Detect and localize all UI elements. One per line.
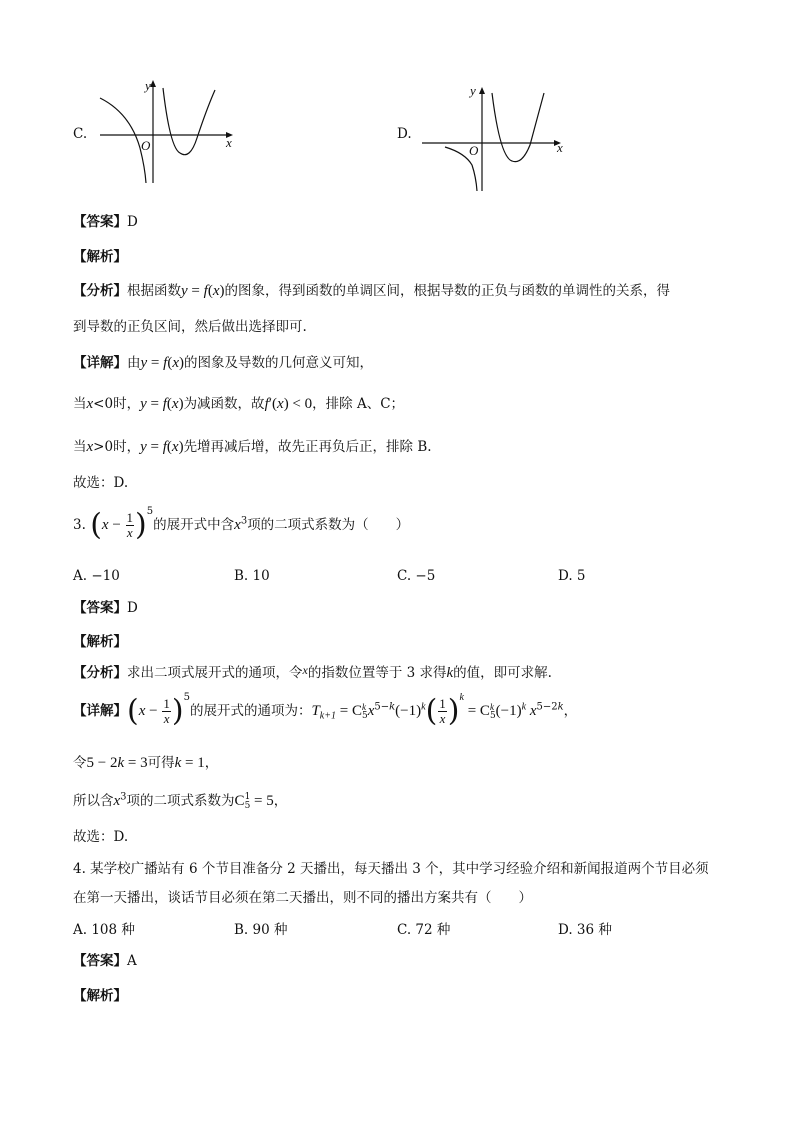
- graph-d-origin: O: [469, 143, 479, 158]
- text: ，排除 A、C；: [312, 396, 405, 412]
- text: 可得: [147, 755, 175, 771]
- q2-fenxi-line2: 到导数的正负区间，然后做出选择即可.: [73, 319, 307, 335]
- q4-option-c[interactable]: C. 72 种: [397, 922, 451, 938]
- text: 当: [73, 439, 87, 455]
- q2-xiangjie-line3: 当x>0时，y = f(x)先增再减后增，故先正再负后正，排除 B.: [73, 439, 432, 455]
- q2-analysis-tag: 【解析】: [73, 249, 127, 265]
- graph-c-y-label: y: [145, 78, 151, 93]
- graph-d-y-label: y: [470, 83, 476, 98]
- q3-option-a[interactable]: A. −10: [73, 568, 120, 584]
- q3-analysis-tag: 【解析】: [73, 634, 127, 650]
- text: 的展开式的通项为：: [189, 703, 312, 719]
- q2-xiangjie-line1: 【详解】由y = f(x)的图象及导数的几何意义可知，: [73, 355, 373, 371]
- text: 的展开式中含: [153, 517, 235, 533]
- text: 令: [73, 755, 87, 771]
- fenxi-tag: 【分析】: [73, 665, 127, 681]
- q2-fenxi-line1: 【分析】根据函数y = f(x)的图象，得到函数的单调区间，根据导数的正负与函数的单调性的关系，得: [73, 283, 670, 299]
- graph-c-x-label: x: [226, 135, 232, 150]
- text: 项的二项式系数为（ ）: [247, 517, 410, 533]
- q4-stem-line2: 在第一天播出，谈话节目必须在第二天播出，则不同的播出方案共有（ ）: [73, 890, 532, 906]
- q3-conclusion: 故选：D.: [73, 829, 129, 845]
- answer-tag: 【答案】: [73, 600, 127, 616]
- option-c-label: C.: [73, 126, 88, 142]
- q3-stem: 3. (x − $\frac{1}{x}$ )$^5$的展开式中含$x^3$项的二项式系数为（ ）: [73, 505, 410, 543]
- text: 的图象及导数的几何意义可知，: [183, 355, 373, 371]
- text: 的指数位置等于 3 求得: [307, 665, 447, 681]
- q2-answer: [73, 213, 138, 231]
- q4-option-d[interactable]: D. 36 种: [558, 922, 612, 938]
- text: 由: [127, 355, 141, 371]
- answer-value: D: [127, 600, 138, 616]
- graph-c: [95, 78, 240, 188]
- text: 的图象，得到函数的单调区间，根据导数的正负与函数的单调性的关系，得: [224, 283, 670, 299]
- option-d-label: D.: [397, 126, 412, 142]
- xiangjie-tag: 【详解】: [73, 355, 127, 371]
- text: <0时，: [93, 396, 141, 412]
- q4-option-a[interactable]: A. 108 种: [73, 922, 135, 938]
- q3-option-d[interactable]: D. 5: [558, 568, 586, 584]
- q3-xiangjie-line3: 所以含$x^3$项的二项式系数为C 1 5 = 5，: [73, 791, 288, 811]
- answer-tag: 【答案】: [73, 214, 127, 230]
- question-number: 3.: [73, 517, 86, 533]
- q2-conclusion: 故选：D.: [73, 475, 129, 491]
- q4-stem-line1: 4. 某学校广播站有 6 个节目准备分 2 天播出，每天播出 3 个，其中学习经验介绍和新闻报道两个节目必须: [73, 861, 709, 877]
- q3-answer: [73, 599, 138, 617]
- text: >0时，: [93, 439, 141, 455]
- graph-d-x-label: x: [557, 140, 563, 155]
- text: 根据函数: [127, 283, 181, 299]
- q3-xiangjie-line1: 【详解】(x − $\frac{1}{x}$ )$^5$的展开式的通项为：$T_{k+1} = C$ k 5 $x^{5-k}(-1)^k$( $\frac{1}{x}$ )$^k$ = C k 5 $(-1)^k$ $x^{5-2k}$，: [73, 691, 578, 729]
- graph-d: [420, 85, 570, 195]
- q3-xiangjie-line2: 令5 − 2k = 3可得k = 1，: [73, 755, 219, 771]
- answer-value: D: [127, 214, 138, 230]
- q3-option-c[interactable]: C. −5: [397, 568, 436, 584]
- text: 当: [73, 396, 87, 412]
- q3-fenxi: 【分析】求出二项式展开式的通项，令x的指数位置等于 3 求得k的值，即可求解.: [73, 663, 552, 681]
- xiangjie-tag: 【详解】: [73, 703, 127, 719]
- text: 为减函数，故: [183, 396, 265, 412]
- text: 项的二项式系数为: [126, 793, 235, 809]
- q4-answer: [73, 952, 137, 970]
- graph-c-origin: O: [141, 138, 151, 153]
- text: 求出二项式展开式的通项，令: [127, 665, 303, 681]
- q2-xiangjie-line2: 当x<0时，y = f(x)为减函数，故f′(x) < 0，排除 A、C；: [73, 396, 405, 412]
- fenxi-tag: 【分析】: [73, 283, 127, 299]
- text: 先增再减后增，故先正再负后正，排除 B.: [183, 439, 432, 455]
- q4-analysis-tag: 【解析】: [73, 988, 127, 1004]
- q3-option-b[interactable]: B. 10: [234, 568, 270, 584]
- text: 所以含: [73, 793, 114, 809]
- answer-tag: 【答案】: [73, 953, 127, 969]
- text: 的值，即可求解.: [453, 665, 552, 681]
- q4-option-b[interactable]: B. 90 种: [234, 922, 288, 938]
- answer-value: A: [127, 953, 137, 969]
